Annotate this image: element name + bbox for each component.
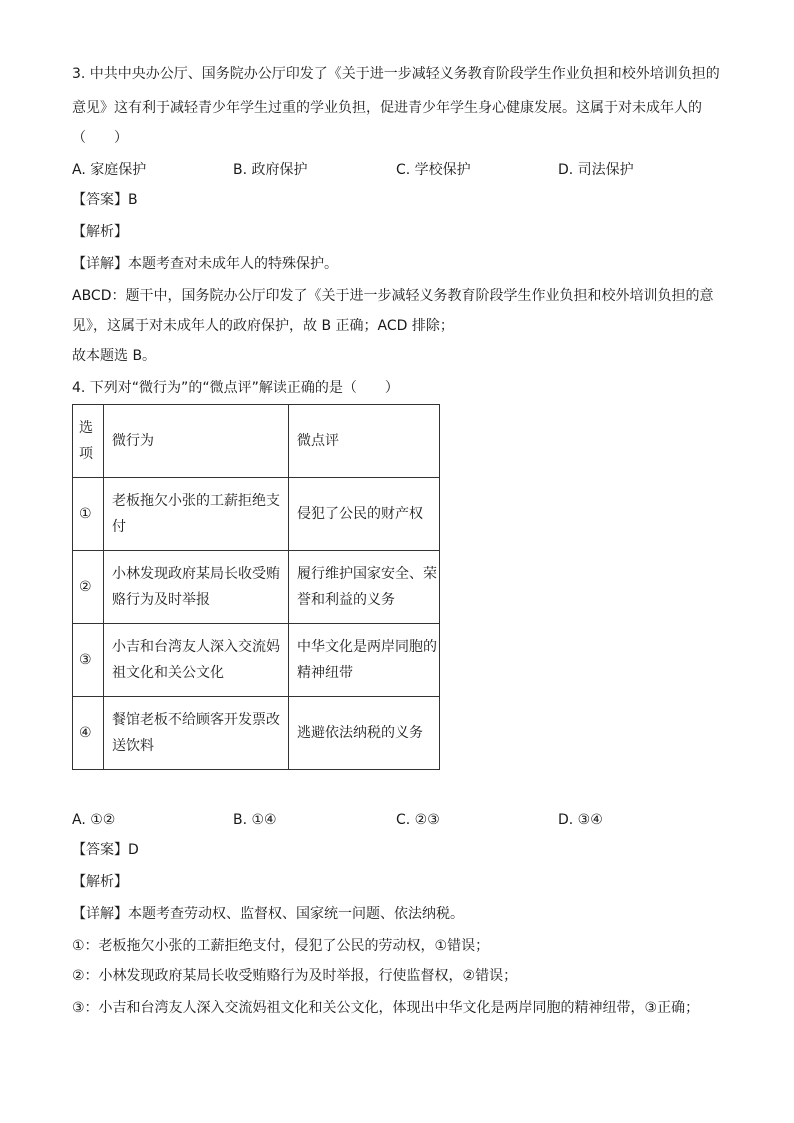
table-header-comment: 微点评	[289, 405, 440, 478]
table-cell-behavior: 餐馆老板不给顾客开发票改送饮料	[104, 697, 289, 770]
table-cell-behavior: 老板拖欠小张的工薪拒绝支付	[104, 478, 289, 551]
q4-answer: 【答案】D	[72, 842, 139, 858]
table-cell-option: ①	[73, 478, 104, 551]
table-row	[73, 478, 440, 551]
table-cell-behavior: 小吉和台湾友人深入交流妈祖文化和关公文化	[104, 624, 289, 697]
q4-table	[72, 404, 440, 770]
q3-option-d: D. 司法保护	[558, 162, 634, 178]
q3-stem-line-3: （ ）	[72, 130, 128, 146]
table-cell-option: ③	[73, 624, 104, 697]
q4-explain-line-3: ③：小吉和台湾友人深入交流妈祖文化和关公文化，体现出中华文化是两岸同胞的精神纽带，③正确；	[72, 1000, 700, 1016]
table-cell-comment: 中华文化是两岸同胞的精神纽带	[289, 624, 440, 697]
table-row	[73, 551, 440, 624]
q4-option-d: D. ③④	[558, 812, 603, 828]
table-cell-comment: 逃避依法纳税的义务	[289, 697, 440, 770]
q4-explain-line-1: ①：老板拖欠小张的工薪拒绝支付，侵犯了公民的劳动权，①错误；	[72, 938, 490, 954]
table-cell-comment: 履行维护国家安全、荣誉和利益的义务	[289, 551, 440, 624]
table-header-row	[73, 405, 440, 478]
q3-conclusion: 故本题选 B。	[72, 348, 157, 364]
q4-detail: 【详解】本题考查劳动权、监督权、国家统一问题、依法纳税。	[72, 906, 464, 922]
q3-option-b: B. 政府保护	[233, 162, 308, 178]
q3-stem-line-2: 意见》这有利于减轻青少年学生过重的学业负担，促进青少年学生身心健康发展。这属于对未成年人的	[72, 100, 702, 116]
table-cell-comment: 侵犯了公民的财产权	[289, 478, 440, 551]
q4-stem: 4. 下列对“微行为”的“微点评”解读正确的是（ ）	[72, 380, 399, 396]
q4-option-a: A. ①②	[72, 812, 116, 828]
table-cell-behavior: 小林发现政府某局长收受贿赂行为及时举报	[104, 551, 289, 624]
table-cell-option: ②	[73, 551, 104, 624]
q3-analysis-label: 【解析】	[72, 224, 128, 240]
q3-option-a: A. 家庭保护	[72, 162, 147, 178]
q3-explain-line-2: 见》，这属于对未成年人的政府保护，故 B 正确；ACD 排除；	[72, 318, 454, 334]
q4-explain-line-2: ②：小林发现政府某局长收受贿赂行为及时举报，行使监督权，②错误；	[72, 968, 518, 984]
table-row	[73, 697, 440, 770]
q3-stem-line-1: 3. 中共中央办公厅、国务院办公厅印发了《关于进一步减轻义务教育阶段学生作业负担和校外培训负担的	[72, 66, 720, 82]
table-header-behavior: 微行为	[104, 405, 289, 478]
q3-explain-line-1: ABCD：题干中，国务院办公厅印发了《关于进一步减轻义务教育阶段学生作业负担和校外培训负担的意	[72, 288, 714, 304]
table-row	[73, 624, 440, 697]
q3-answer: 【答案】B	[72, 192, 138, 208]
q4-analysis-label: 【解析】	[72, 874, 128, 890]
table-cell-option: ④	[73, 697, 104, 770]
q3-detail: 【详解】本题考查对未成年人的特殊保护。	[72, 256, 338, 272]
table-header-option: 选项	[73, 405, 104, 478]
q4-option-c: C. ②③	[396, 812, 440, 828]
q3-option-c: C. 学校保护	[396, 162, 471, 178]
q4-option-b: B. ①④	[233, 812, 277, 828]
